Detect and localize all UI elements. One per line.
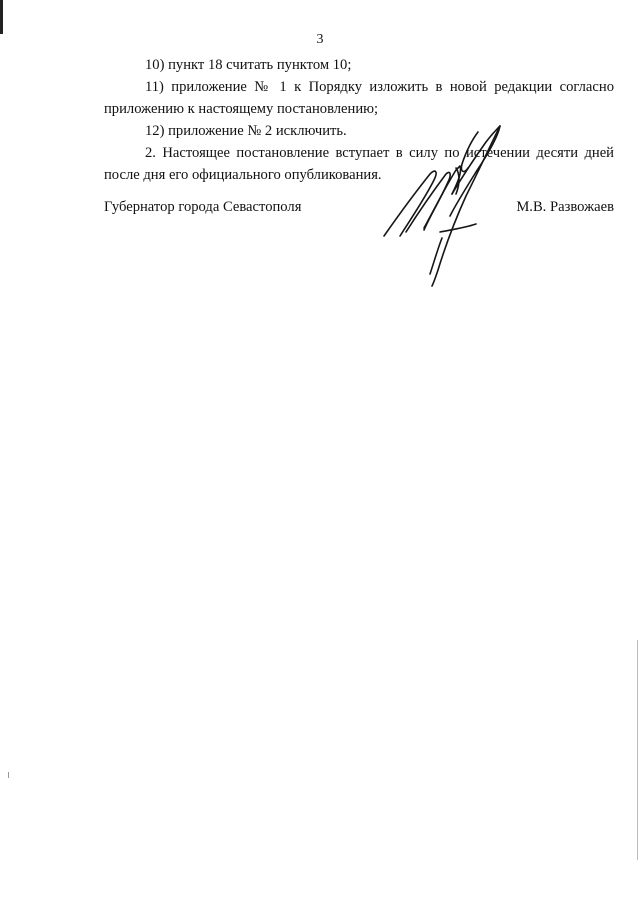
handwritten-signature xyxy=(380,112,520,292)
paragraph: 11) приложение № 1 к Порядку изложить в новой редакции согласно приложению к настоящему постановлению; xyxy=(104,79,614,117)
document-body xyxy=(104,54,614,186)
scan-speck xyxy=(8,772,9,778)
scan-edge-mark xyxy=(637,640,638,860)
signatory-name: М.В. Развожаев xyxy=(516,199,614,215)
paragraph: 2. Настоящее постановление вступает в силу по истечении десяти дней после дня его официального опубликования. xyxy=(104,145,614,183)
signatory-title: Губернатор города Севастополя xyxy=(104,199,302,215)
page-number: 3 xyxy=(316,32,324,47)
paragraph: 10) пункт 18 считать пунктом 10; xyxy=(145,57,352,73)
scan-edge-mark xyxy=(0,0,3,34)
paragraph: 12) приложение № 2 исключить. xyxy=(145,123,347,139)
